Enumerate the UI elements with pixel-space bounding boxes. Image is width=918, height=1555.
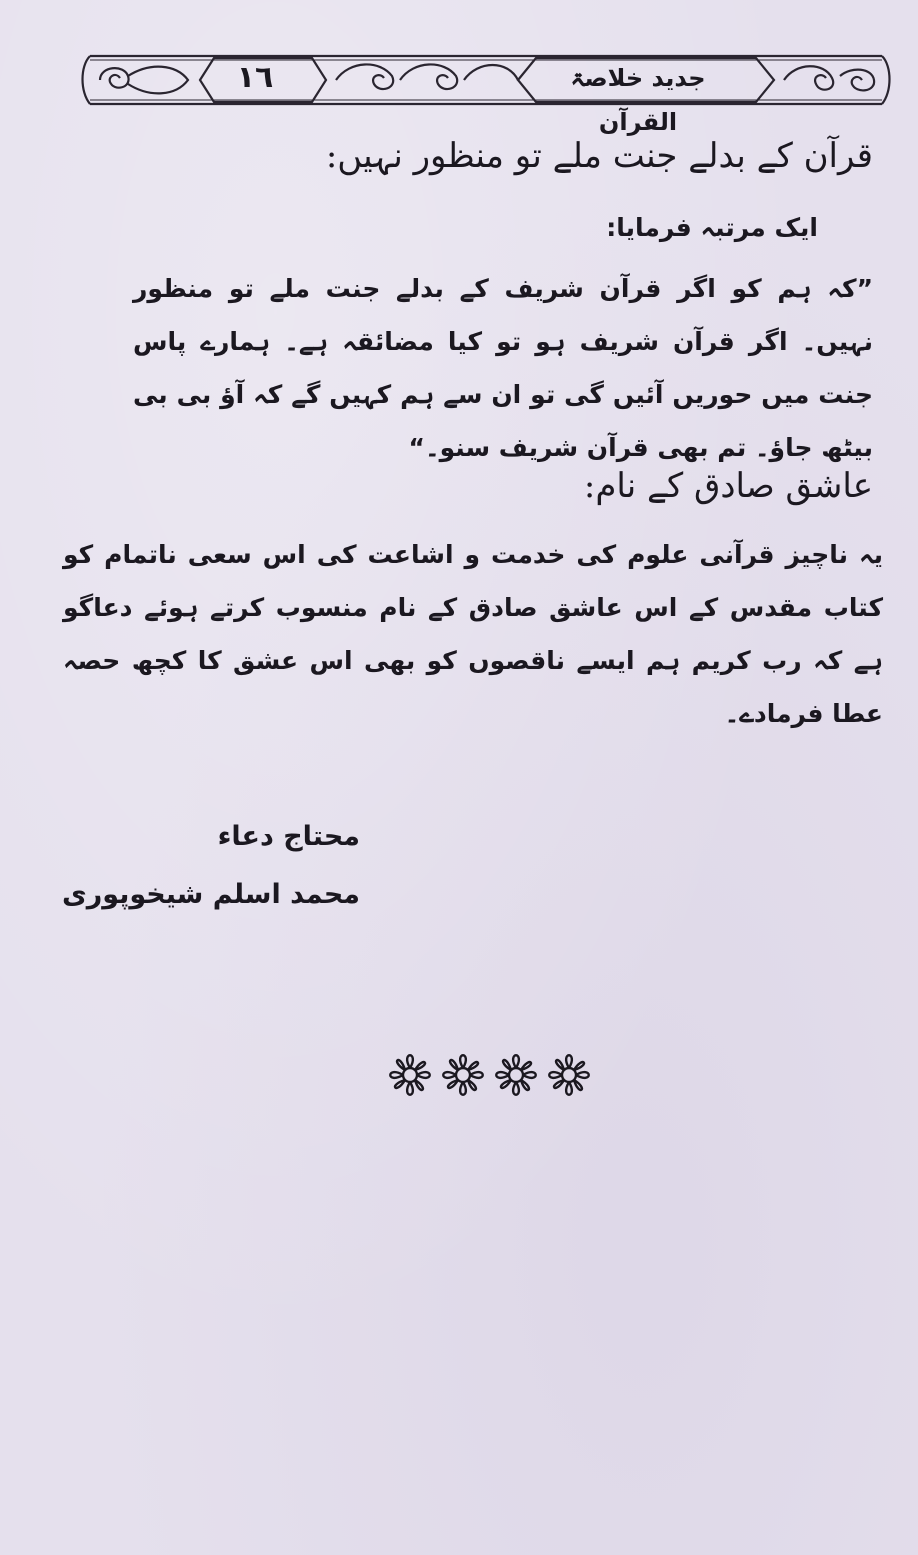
four-flower-ornament-icon (380, 1045, 600, 1105)
running-title: جدید خلاصۃ القرآن (570, 64, 706, 136)
signature-line-dua: محتاج دعاء (217, 821, 360, 852)
section-heading-dedication: عاشق صادق کے نام: (583, 466, 873, 506)
signature-block (60, 808, 360, 924)
section-intro: ایک مرتبہ فرمایا: (606, 213, 818, 242)
dedication-paragraph: یہ ناچیز قرآنی علوم کی خدمت و اشاعت کی اس سعی ناتمام کو کتاب مقدس کے اس عاشق صادق کے نام منسوب کرتے ہوئے دعاگو ہے کہ رب کریم ہم ایسے ناقصوں کو بھی اس عشق کا کچھ حصہ عطا فرمادے۔ (63, 540, 883, 728)
quote-paragraph: ”کہ ہم کو اگر قرآن شریف کے بدلے جنت ملے تو منظور نہیں۔ اگر قرآن شریف ہو تو کیا مضائقہ ہے۔ ہمارے پاس جنت میں حوریں آئیں گی تو ان سے ہم کہیں گے کہ آؤ بی بی بیٹھ جاؤ۔ تم بھی قرآن شریف سنو۔“ (133, 274, 873, 462)
signature-author-name: محمد اسلم شیخوپوری (62, 879, 360, 910)
section-heading-quran-jannat: قرآن کے بدلے جنت ملے تو منظور نہیں: (325, 136, 873, 176)
page-number: ١٦ (236, 60, 274, 95)
